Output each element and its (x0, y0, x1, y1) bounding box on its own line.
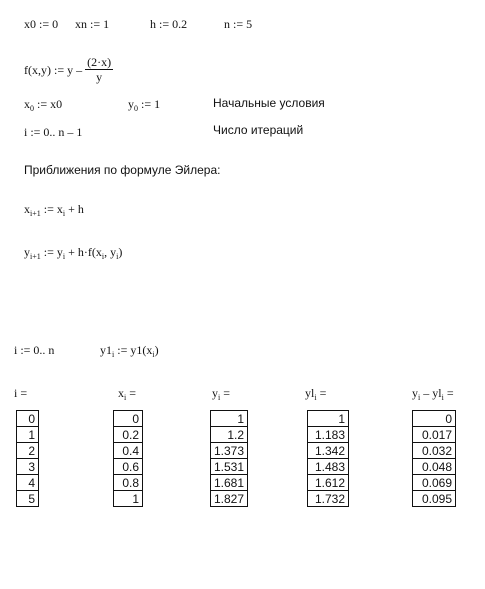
table-yl (307, 410, 349, 507)
function-fraction (85, 56, 113, 83)
init-x0: $x_0$ := x0 (24, 97, 63, 113)
table-row (114, 427, 143, 443)
table-row (114, 411, 143, 427)
table-x (113, 410, 143, 507)
table-difference (412, 410, 456, 507)
table-cell-yl: 1.612 (308, 475, 349, 491)
table-cell-yl: 1.342 (308, 443, 349, 459)
table-cell-i: 5 (17, 491, 39, 507)
table-row (308, 411, 349, 427)
table-row (211, 411, 248, 427)
table-row (308, 443, 349, 459)
table-row (413, 427, 456, 443)
table-cell-x: 0.4 (114, 443, 143, 459)
param-h: h := 0.2 (150, 17, 188, 31)
table-cell-yl: 1 (308, 411, 349, 427)
table-row (114, 475, 143, 491)
table-row (413, 411, 456, 427)
table-cell-i: 3 (17, 459, 39, 475)
table-row (17, 443, 39, 459)
table-cell-y: 1.681 (211, 475, 248, 491)
table-cell-d: 0.048 (413, 459, 456, 475)
table-cell-d: 0.069 (413, 475, 456, 491)
euler-title: Приближения по формуле Эйлера: (24, 163, 221, 177)
euler-x-formula: $x_{i+1}$ := $x_i + h$ (24, 202, 84, 218)
param-xn: xn := 1 (75, 17, 110, 31)
table-row (114, 443, 143, 459)
table-cell-yl: 1.483 (308, 459, 349, 475)
table-row (17, 427, 39, 443)
iteration-label: Число итераций (213, 123, 304, 137)
table-cell-i: 1 (17, 427, 39, 443)
function-numerator: (2·x) (87, 55, 112, 69)
table-row (17, 475, 39, 491)
function-definition (24, 56, 113, 83)
exact-range: i := 0.. n (14, 343, 55, 357)
header-yl: $yl_i$ = (305, 386, 327, 402)
table-cell-x: 1 (114, 491, 143, 507)
table-cell-d: 0 (413, 411, 456, 427)
table-cell-x: 0.8 (114, 475, 143, 491)
table-row (17, 411, 39, 427)
table-cell-y: 1.2 (211, 427, 248, 443)
table-row (308, 475, 349, 491)
table-row (211, 491, 248, 507)
table-row (211, 475, 248, 491)
table-cell-i: 4 (17, 475, 39, 491)
header-difference: $y_i - yl_i$ = (412, 386, 454, 402)
euler-y-formula: $y_{i+1}$ := $y_i + h\cdot f(x_i$, $y_i$) (24, 245, 123, 261)
exact-formula: $y1_i$ := $y1(x_i)$ (100, 343, 159, 359)
param-n: n := 5 (224, 17, 253, 31)
table-row (17, 491, 39, 507)
iteration-range: i := 0.. n – 1 (24, 125, 83, 139)
table-cell-yl: 1.732 (308, 491, 349, 507)
table-row (413, 475, 456, 491)
table-row (211, 443, 248, 459)
init-label: Начальные условия (213, 96, 325, 110)
table-cell-y: 1.373 (211, 443, 248, 459)
table-row (114, 459, 143, 475)
function-denominator: y (96, 70, 103, 84)
header-y: $y_i$ = (212, 386, 231, 402)
table-cell-y: 1 (211, 411, 248, 427)
table-row (308, 491, 349, 507)
table-cell-d: 0.032 (413, 443, 456, 459)
table-row (413, 491, 456, 507)
table-cell-yl: 1.183 (308, 427, 349, 443)
header-x: $x_i$ = (118, 386, 137, 402)
function-lhs: f(x,y) := y – (24, 62, 83, 77)
table-row (308, 427, 349, 443)
table-row (114, 491, 143, 507)
table-y (210, 410, 248, 507)
table-row (211, 459, 248, 475)
table-row (413, 459, 456, 475)
table-cell-y: 1.827 (211, 491, 248, 507)
table-cell-x: 0.2 (114, 427, 143, 443)
table-cell-i: 2 (17, 443, 39, 459)
table-i (16, 410, 39, 507)
init-y0: $y_0$ := 1 (128, 97, 161, 113)
table-cell-d: 0.095 (413, 491, 456, 507)
header-i: i = (14, 386, 28, 400)
table-row (413, 443, 456, 459)
table-row (211, 427, 248, 443)
table-cell-i: 0 (17, 411, 39, 427)
table-cell-x: 0.6 (114, 459, 143, 475)
table-row (17, 459, 39, 475)
table-cell-d: 0.017 (413, 427, 456, 443)
table-cell-x: 0 (114, 411, 143, 427)
table-row (308, 459, 349, 475)
param-x0: x0 := 0 (24, 17, 59, 31)
table-cell-y: 1.531 (211, 459, 248, 475)
